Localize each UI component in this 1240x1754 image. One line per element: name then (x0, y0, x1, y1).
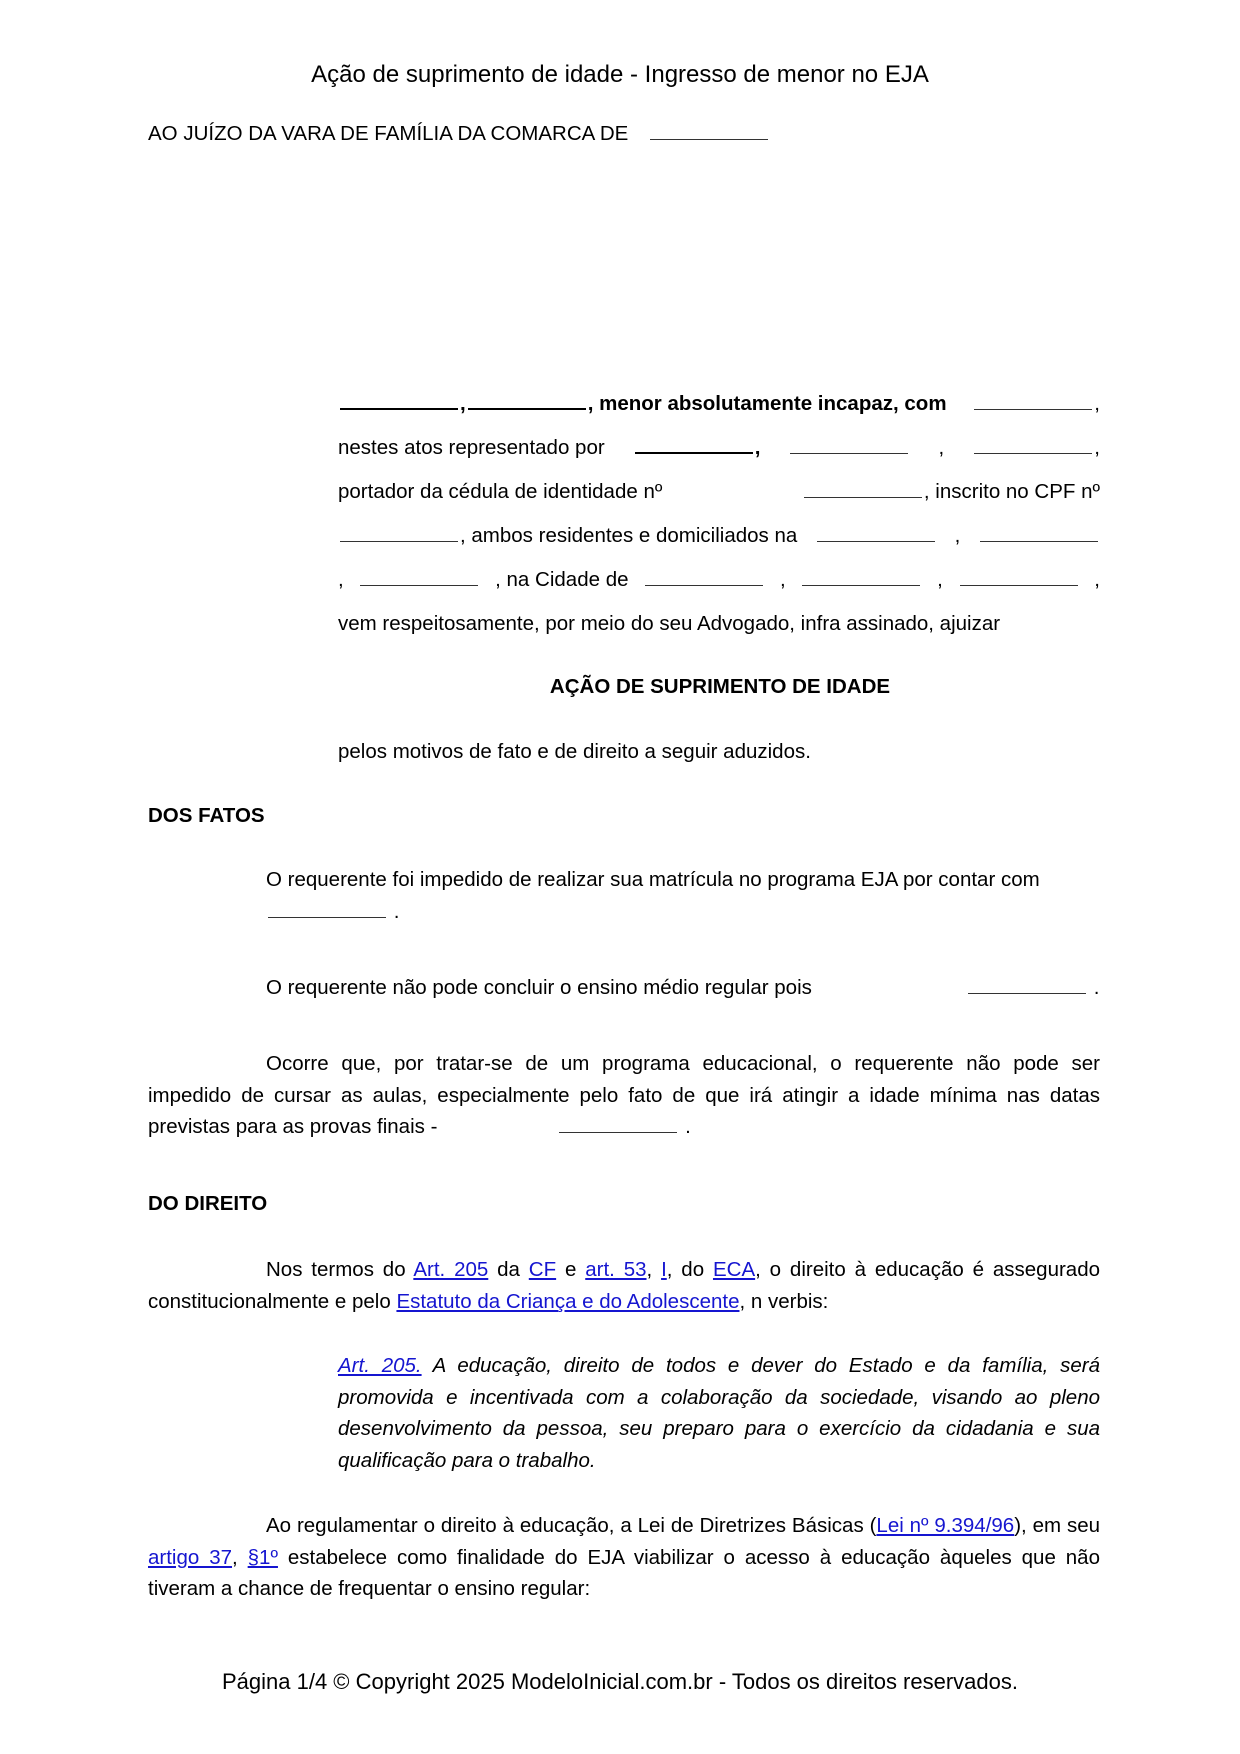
blank-field[interactable] (468, 407, 586, 410)
qualification-text: , menor absolutamente incapaz, com (587, 392, 947, 415)
action-heading: AÇÃO DE SUPRIMENTO DE IDADE (549, 675, 891, 698)
period: . (393, 900, 400, 923)
link-estatuto[interactable]: Estatuto da Criança e do Adolescente (396, 1289, 740, 1313)
period: . (685, 1115, 691, 1138)
blank-field[interactable] (974, 452, 1092, 454)
paragraph-text: , (232, 1545, 248, 1569)
link-cf[interactable]: CF (528, 1258, 557, 1281)
paragraph-text: , o direito à educação é assegurado constitucionalmente e pelo (148, 1258, 1100, 1313)
comma: , (937, 568, 943, 591)
blank-field[interactable] (817, 540, 935, 542)
blank-field[interactable] (802, 584, 920, 586)
link-art-205[interactable]: Art. 205 (413, 1258, 489, 1281)
comma: , (779, 568, 786, 591)
blank-field[interactable] (268, 916, 386, 918)
blank-field[interactable] (960, 584, 1078, 586)
comma: , (338, 568, 344, 591)
paragraph-text: da (488, 1258, 529, 1281)
law-quote (338, 1350, 1100, 1476)
blank-field[interactable] (804, 496, 922, 498)
qualification-text: , na Cidade de (495, 568, 629, 591)
law-heading: DO DIREITO (148, 1192, 268, 1215)
comma: , (938, 436, 945, 459)
addressee-line (148, 122, 770, 146)
paragraph-text: Ao regulamentar o direito à educação, a Lei de Diretrizes Básicas ( (266, 1514, 877, 1537)
paragraph-text: , n verbis: (739, 1289, 829, 1313)
paragraph-text: , do (666, 1258, 713, 1281)
link-lei-9394[interactable]: Lei nº 9.394/96 (876, 1514, 1015, 1537)
qualification-line-2 (338, 436, 1100, 460)
link-eca[interactable]: ECA (712, 1258, 756, 1281)
blank-field[interactable] (968, 992, 1086, 994)
paragraph-text: Ocorre que, por tratar-se de um programa educacional, o requerente não pode ser impedido de cursar as aulas, especialmente pelo fato de que irá atingir a idade mínima nas datas previstas para as provas finais - (148, 1052, 1100, 1138)
link-quote-art-205[interactable]: Art. 205. (338, 1354, 422, 1377)
blank-field[interactable] (635, 451, 753, 454)
comma: , (754, 436, 761, 459)
facts-paragraph-2: O requerente não pode concluir o ensino médio regular pois (266, 976, 812, 999)
paragraph-text: Nos termos do (266, 1258, 414, 1281)
paragraph-text: , (646, 1258, 662, 1281)
qualification-line-6 (338, 612, 1100, 636)
page-footer: Página 1/4 © Copyright 2025 ModeloInicial.com.br - Todos os direitos reservados. (222, 1669, 1018, 1694)
facts-paragraph-2-blank (966, 976, 1099, 1000)
motives-text: pelos motivos de fato e de direito a seguir aduzidos. (338, 740, 811, 763)
blank-field[interactable] (980, 540, 1098, 542)
law-paragraph-2 (148, 1510, 1100, 1605)
qualification-text: portador da cédula de identidade nº (338, 480, 663, 503)
comma: , (954, 524, 961, 547)
paragraph-text: e (556, 1258, 586, 1281)
qualification-line-3 (338, 480, 1100, 504)
blank-field[interactable] (340, 540, 458, 542)
blank-field[interactable] (974, 408, 1092, 410)
qualification-text: vem respeitosamente, por meio do seu Advogado, infra assinado, ajuizar (338, 612, 1001, 635)
comma: , (1094, 568, 1100, 591)
link-art-53[interactable]: art. 53 (585, 1258, 647, 1281)
blank-field[interactable] (645, 584, 763, 586)
comma: , (460, 392, 466, 415)
blank-field[interactable] (559, 1131, 677, 1133)
addressee-text: AO JUÍZO DA VARA DE FAMÍLIA DA COMARCA DE (148, 122, 629, 145)
law-paragraph-1 (148, 1254, 1100, 1317)
facts-heading: DOS FATOS (148, 804, 265, 827)
blank-field[interactable] (650, 138, 768, 140)
blank-field[interactable] (790, 452, 908, 454)
link-artigo-37[interactable]: artigo 37 (148, 1545, 233, 1569)
qualification-text: nestes atos representado por (338, 436, 605, 459)
period: . (1093, 976, 1100, 999)
facts-paragraph-1-blank (266, 900, 399, 924)
quote-text: A educação, direito de todos e dever do Estado e da família, será promovida e incentivada com a colaboração da sociedade, visando ao pleno desenvolvimento da pessoa, seu preparo para o exercício da cidadania e sua qualificação para o trabalho. (338, 1354, 1100, 1472)
document-title: Ação de suprimento de idade - Ingresso de menor no EJA (311, 61, 929, 88)
facts-paragraph-1: O requerente foi impedido de realizar sua matrícula no programa EJA por contar com (266, 868, 1040, 891)
link-inciso-i[interactable]: I (661, 1258, 667, 1281)
qualification-line-4 (338, 524, 1100, 548)
blank-field[interactable] (360, 584, 478, 586)
blank-field[interactable] (340, 407, 458, 410)
qualification-text: , ambos residentes e domiciliados na (460, 524, 798, 547)
qualification-text: , inscrito no CPF nº (923, 480, 1100, 503)
qualification-line-1 (338, 392, 1100, 416)
comma: , (1094, 436, 1100, 459)
paragraph-text: estabelece como finalidade do EJA viabilizar o acesso à educação àqueles que não tiveram a chance de frequentar o ensino regular: (148, 1545, 1100, 1600)
link-paragrafo-1[interactable]: §1º (247, 1545, 278, 1569)
paragraph-text: ), em seu (1014, 1514, 1101, 1537)
facts-paragraph-3 (148, 1048, 1100, 1143)
comma: , (1094, 392, 1100, 415)
qualification-line-5 (338, 568, 1100, 592)
